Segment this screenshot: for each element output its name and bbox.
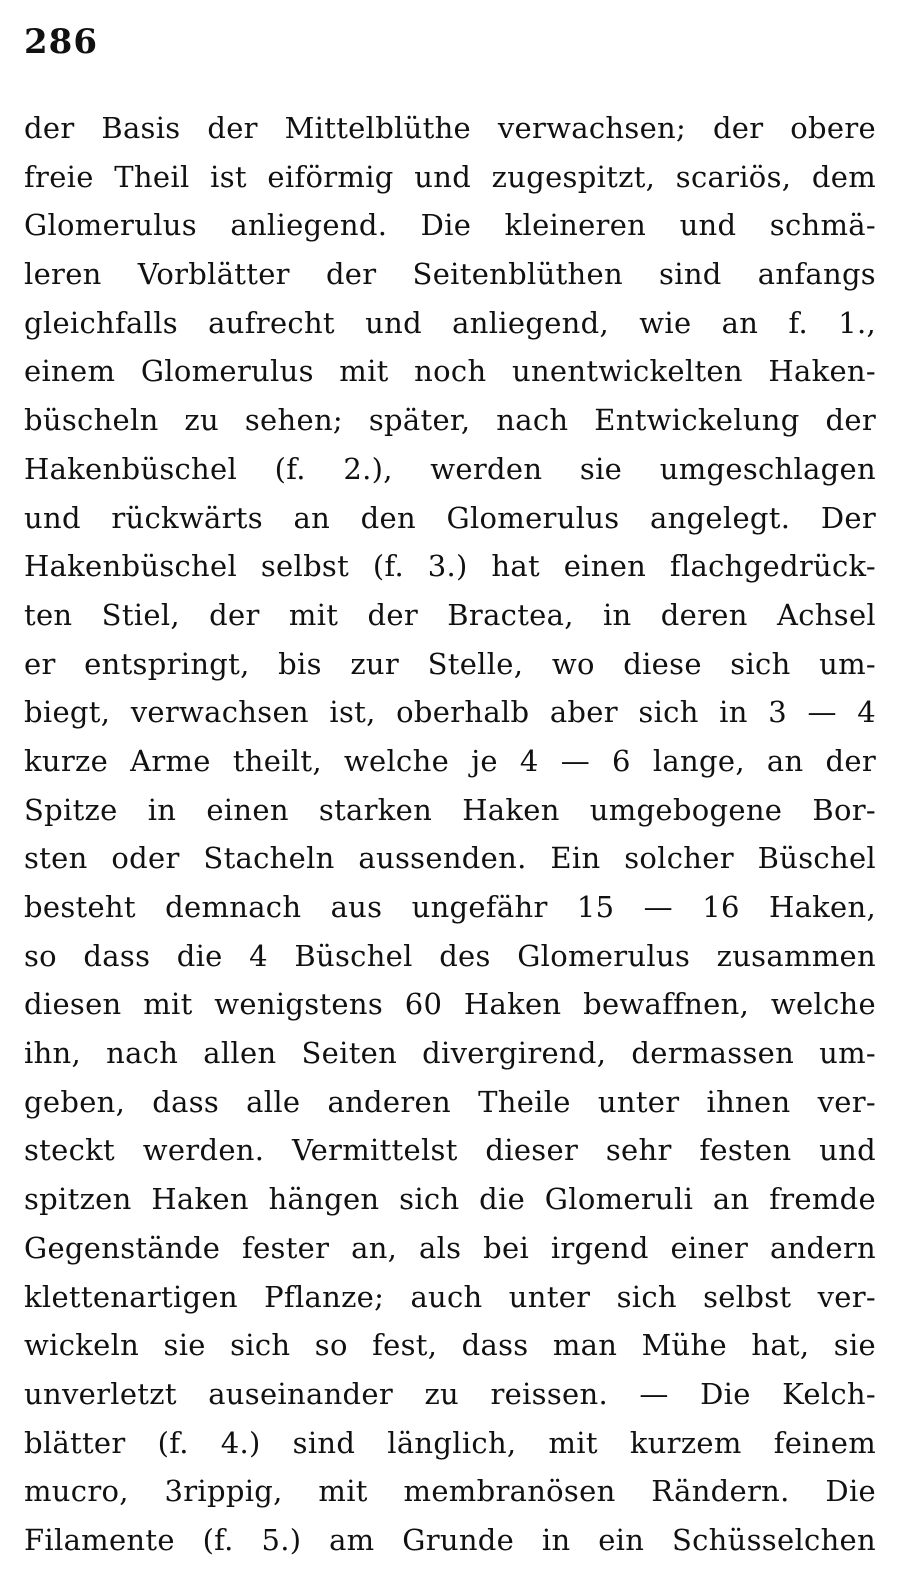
text-line: der Basis der Mittelblüthe verwachsen; der obere xyxy=(24,111,876,145)
text-line: kurze Arme theilt, welche je 4 — 6 lange, an der xyxy=(24,743,876,778)
body-text xyxy=(24,104,876,1565)
text-line: sten oder Stacheln aussenden. Ein solcher Büschel xyxy=(24,841,876,876)
text-line: blätter (f. 4.) sind länglich, mit kurzem feinem xyxy=(24,1425,876,1460)
text-line: Gegenstände fester an, als bei irgend einer andern xyxy=(24,1230,876,1265)
text-line: Filamente (f. 5.) am Grunde in ein Schüsselchen xyxy=(24,1522,876,1557)
text-line: unverletzt auseinander zu reissen. — Die Kelch- xyxy=(24,1376,876,1411)
text-line: leren Vorblätter der Seitenblüthen sind anfangs xyxy=(24,257,876,292)
text-line: steckt werden. Vermittelst dieser sehr festen und xyxy=(24,1133,876,1168)
text-line: freie Theil ist eiförmig und zugespitzt, scariös, dem xyxy=(24,159,876,194)
text-line: büscheln zu sehen; später, nach Entwickelung der xyxy=(24,403,876,438)
text-line: wickeln sie sich so fest, dass man Mühe hat, sie xyxy=(24,1328,876,1363)
text-line: er entspringt, bis zur Stelle, wo diese sich um- xyxy=(24,646,876,681)
page-number: 286 xyxy=(24,22,98,62)
text-line: mucro, 3rippig, mit membranösen Rändern. Die xyxy=(24,1474,876,1509)
text-line: diesen mit wenigstens 60 Haken bewaffnen, welche xyxy=(24,987,876,1022)
text-line: geben, dass alle anderen Theile unter ihnen ver- xyxy=(24,1084,876,1119)
text-line: Hakenbüschel (f. 2.), werden sie umgeschlagen xyxy=(24,451,876,486)
text-line: besteht demnach aus ungefähr 15 — 16 Haken, xyxy=(24,890,876,924)
text-line: gleichfalls aufrecht und anliegend, wie an f. 1., xyxy=(24,305,876,340)
text-line: klettenartigen Pflanze; auch unter sich selbst ver- xyxy=(24,1279,876,1314)
text-line: biegt, verwachsen ist, oberhalb aber sich in 3 — 4 xyxy=(24,695,876,730)
text-line: Glomerulus anliegend. Die kleineren und schmä- xyxy=(24,208,876,243)
text-line: spitzen Haken hängen sich die Glomeruli an fremde xyxy=(24,1182,876,1217)
text-line: ten Stiel, der mit der Bractea, in deren Achsel xyxy=(24,597,876,632)
text-line: so dass die 4 Büschel des Glomerulus zusammen xyxy=(24,938,876,973)
text-line: Hakenbüschel selbst (f. 3.) hat einen flachgedrück- xyxy=(24,549,876,584)
text-line: und rückwärts an den Glomerulus angelegt. Der xyxy=(24,500,876,535)
text-line: ihn, nach allen Seiten divergirend, dermassen um- xyxy=(24,1036,876,1071)
text-line: einem Glomerulus mit noch unentwickelten Haken- xyxy=(24,354,876,389)
text-line: Spitze in einen starken Haken umgebogene Bor- xyxy=(24,792,876,827)
